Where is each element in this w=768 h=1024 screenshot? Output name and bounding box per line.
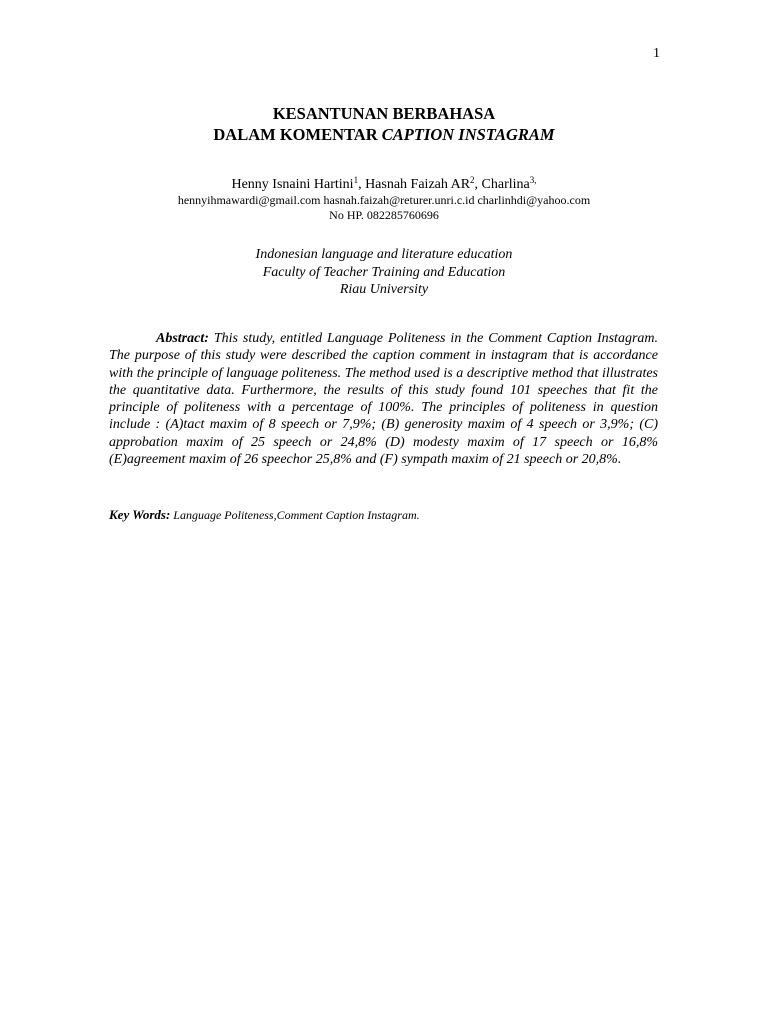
author-affiliation-mark-3: 3, (529, 175, 537, 185)
paper-title (0, 103, 768, 145)
abstract-paragraph (109, 330, 658, 468)
keywords-label: Key Words: (109, 507, 171, 522)
author-name-1: Henny Isnaini Hartini (231, 177, 354, 192)
author-emails: hennyihmawardi@gmail.com hasnah.faizah@returer.unri.c.id charlinhdi@yahoo.com (177, 193, 591, 207)
author-phone: No HP. 082285760696 (329, 208, 439, 222)
author-affiliation-mark-2: 2 (470, 175, 475, 185)
title-line-1: KESANTUNAN BERBAHASA (272, 104, 496, 123)
author-list (0, 176, 768, 194)
affiliation-faculty: Faculty of Teacher Training and Education (262, 264, 506, 280)
affiliation-department: Indonesian language and literature education (255, 247, 513, 262)
affiliation-university: Riau University (339, 282, 429, 297)
abstract-label: Abstract: (156, 331, 209, 346)
keywords-text: Language Politeness,Comment Caption Instagram. (170, 508, 420, 522)
author-name-2: Hasnah Faizah AR (365, 177, 471, 192)
author-name-3: Charlina (481, 177, 530, 192)
affiliation-block (0, 246, 768, 299)
author-affiliation-mark-1: 1 (353, 175, 359, 185)
title-line-2 (0, 124, 768, 145)
author-separator-1: , (358, 177, 366, 192)
abstract-text: This study, entitled Language Politeness in the Comment Caption Instagram. The purpose of this study were described the caption comment in instagram that is accordance with the principle of language politeness. The method used is a descriptive method that illustrates the quantitative data. Furthermore, the results of this study found 101 speeches that fit the principle of politeness with a percentage of 100%. The principles of politeness in question include : (A)tact maxim of 8 speech or 7,9%; (B) generosity maxim of 4 speech or 3,9%; (C) approbation maxim of 25 speech or 24,8% (D) modesty maxim of 17 speech or 16,8% (E)agreement maxim of 26 speechor 25,8% and (F) sympath maxim of 21 speech or 20,8%. (109, 331, 658, 468)
title-line-2-italic: CAPTION INSTAGRAM (381, 125, 555, 144)
author-separator-2: , (474, 177, 482, 192)
keywords-line (109, 506, 658, 524)
page-number: 1 (653, 46, 660, 61)
author-contacts (0, 193, 768, 223)
title-line-2-prefix: DALAM KOMENTAR (213, 125, 382, 144)
